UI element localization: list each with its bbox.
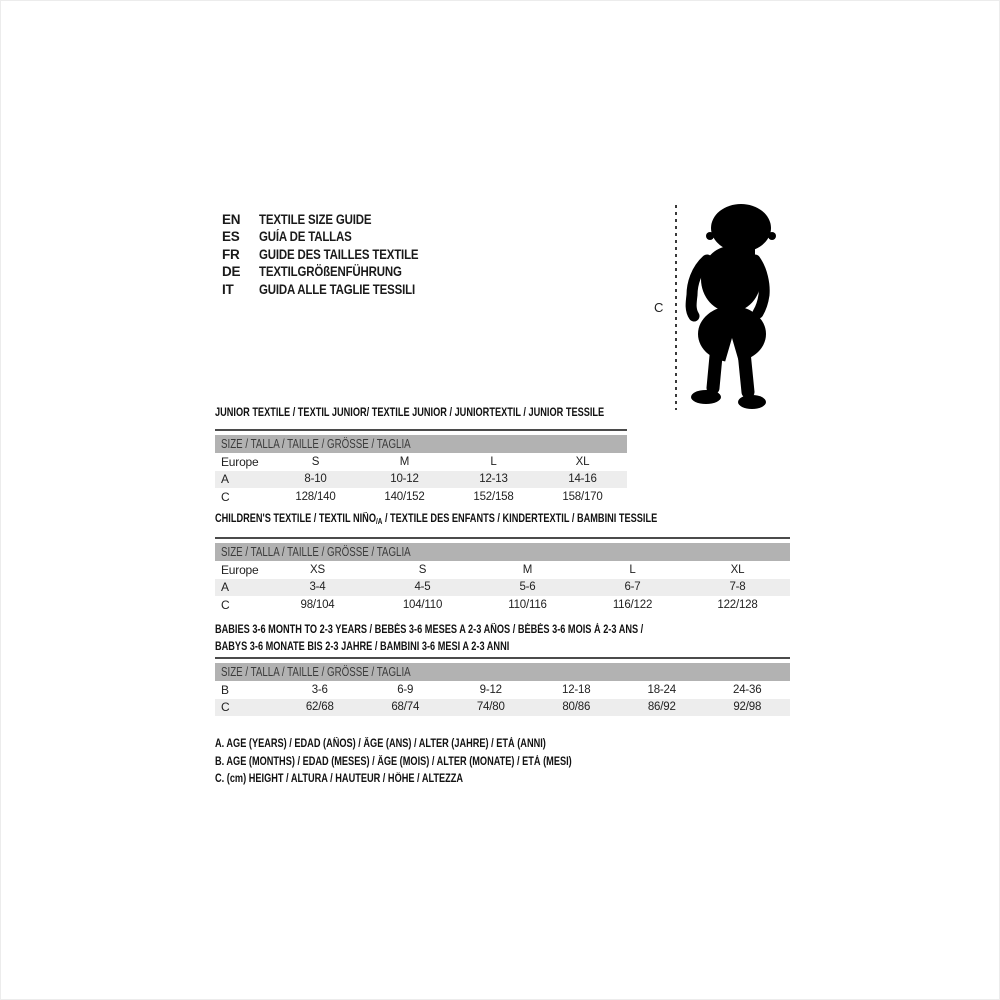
legend-text: C. (cm) HEIGHT / ALTURA / HAUTEUR / HÖHE / ALTEZZA	[215, 773, 464, 785]
height-cell: 152/158	[473, 490, 514, 503]
table-row-months	[215, 681, 790, 699]
size-cell: M	[522, 563, 533, 576]
language-code: EN	[222, 212, 241, 227]
size-header-bar	[215, 663, 790, 681]
guide-title: TEXTILGRÖßENFÜHRUNG	[259, 264, 402, 280]
height-cell: 92/98	[733, 701, 762, 714]
size-header-bar	[215, 435, 627, 453]
height-cell: 80/86	[562, 701, 591, 714]
toddler-silhouette-icon	[685, 202, 785, 412]
months-cell: 18-24	[647, 683, 676, 696]
guide-title: TEXTILE SIZE GUIDE	[259, 212, 372, 227]
size-cell: S	[311, 455, 320, 468]
months-cell: 24-36	[733, 683, 762, 696]
language-code: ES	[222, 229, 240, 245]
language-row-es	[222, 228, 447, 245]
size-cell: XS	[310, 563, 325, 576]
section-title-text: JUNIOR TEXTILE / TEXTIL JUNIOR/ TEXTILE JUNIOR / JUNIORTEXTIL / JUNIOR TESSILE	[215, 407, 605, 419]
language-title-list	[222, 211, 447, 298]
legend-age-months	[215, 754, 661, 772]
size-cell: M	[399, 455, 410, 468]
height-cell: 62/68	[305, 701, 334, 714]
height-figure	[648, 202, 788, 414]
height-cell: 128/140	[295, 490, 336, 503]
size-cell: XL	[575, 455, 590, 468]
legend	[215, 736, 661, 789]
row-label: A	[221, 580, 229, 595]
size-header-text: SIZE / TALLA / TAILLE / GRÖSSE / TAGLIA	[221, 665, 411, 679]
language-row-it	[222, 281, 447, 298]
table-row-height	[215, 488, 627, 506]
language-row-fr	[222, 246, 447, 263]
table-row-height	[215, 596, 790, 614]
age-cell: 14-16	[568, 473, 597, 486]
age-cell: 3-4	[309, 581, 326, 594]
legend-age-years	[215, 736, 661, 754]
guide-title: GUÍA DE TALLAS	[259, 229, 352, 245]
age-cell: 12-13	[479, 473, 508, 486]
age-cell: 4-5	[414, 581, 431, 594]
section-title	[215, 512, 790, 529]
language-row-de	[222, 263, 447, 280]
legend-text: A. AGE (YEARS) / EDAD (AÑOS) / ÂGE (ANS) / ALTER (JAHRE) / ETÀ (ANNI)	[215, 738, 546, 750]
section-title-line2: BABYS 3-6 MONATE BIS 2-3 JAHRE / BAMBINI 3-6 MESI A 2-3 ANNI	[215, 640, 510, 653]
row-label: A	[221, 472, 229, 487]
height-cell: 86/92	[647, 701, 676, 714]
title-part: CHILDREN'S TEXTILE / TEXTIL NIÑO	[215, 513, 376, 525]
table-row-europe	[215, 453, 627, 471]
section-childrens-textile	[215, 512, 790, 614]
age-cell: 7-8	[729, 581, 746, 594]
table-row-height	[215, 699, 790, 717]
months-cell: 9-12	[479, 683, 502, 696]
table-row-age	[215, 579, 790, 597]
size-header-text: SIZE / TALLA / TAILLE / GRÖSSE / TAGLIA	[221, 437, 411, 451]
age-cell: 5-6	[519, 581, 536, 594]
legend-text: B. AGE (MONTHS) / EDAD (MESES) / ÂGE (MOIS) / ALTER (MONATE) / ETÀ (MESI)	[215, 755, 572, 768]
months-cell: 6-9	[397, 683, 414, 696]
height-cell: 110/116	[508, 598, 547, 611]
height-cell: 98/104	[300, 598, 335, 611]
guide-title: GUIDA ALLE TAGLIE TESSILI	[259, 281, 415, 297]
height-cell: 68/74	[391, 701, 420, 714]
size-header-text: SIZE / TALLA / TAILLE / GRÖSSE / TAGLIA	[221, 545, 411, 559]
section-junior-textile	[215, 406, 627, 506]
table-top-border	[215, 657, 790, 659]
size-header-bar	[215, 543, 790, 561]
title-part-subscript: /A	[375, 517, 383, 526]
table-row-europe	[215, 561, 790, 579]
row-label: Europe	[221, 562, 259, 577]
size-cell: XL	[730, 563, 745, 576]
months-cell: 3-6	[311, 683, 328, 696]
size-cell: S	[418, 563, 427, 576]
section-babies-textile	[215, 622, 790, 716]
title-part: / TEXTILE DES ENFANTS / KINDERTEXTIL / BAMBINI TESSILE	[382, 513, 658, 525]
table-top-border	[215, 537, 790, 539]
height-cell: 122/128	[717, 598, 758, 611]
section-title-text	[215, 512, 657, 529]
row-label: Europe	[221, 454, 259, 469]
section-title-line1: BABIES 3-6 MONTH TO 2-3 YEARS / BEBÉS 3-6 MESES A 2-3 AÑOS / BÉBÉS 3-6 MOIS À 2-3 ANS /	[215, 624, 644, 636]
babies-size-table	[215, 681, 790, 716]
language-code: IT	[222, 281, 234, 297]
language-code: DE	[222, 264, 241, 280]
row-label: C	[221, 700, 230, 715]
age-cell: 6-7	[624, 581, 641, 594]
row-label: C	[221, 489, 230, 504]
table-top-border	[215, 429, 627, 431]
row-label: B	[221, 682, 229, 697]
size-cell: L	[629, 563, 636, 576]
height-cell: 140/152	[384, 490, 425, 503]
legend-height-cm	[215, 771, 661, 789]
height-measure-label: C	[654, 300, 664, 315]
table-row-age	[215, 471, 627, 489]
age-cell: 10-12	[390, 473, 419, 486]
children-size-table	[215, 561, 790, 614]
section-title	[215, 622, 790, 655]
junior-size-table	[215, 453, 627, 506]
row-label: C	[221, 597, 230, 612]
size-cell: L	[490, 455, 497, 468]
language-code: FR	[222, 246, 240, 262]
language-row-en	[222, 211, 447, 228]
height-cell: 74/80	[476, 701, 505, 714]
age-cell: 8-10	[304, 473, 327, 486]
height-cell: 158/170	[562, 490, 603, 503]
height-dotted-line	[675, 205, 677, 410]
height-cell: 116/122	[612, 598, 653, 611]
guide-title: GUIDE DES TAILLES TEXTILE	[259, 246, 419, 262]
section-title	[215, 406, 627, 421]
months-cell: 12-18	[562, 683, 591, 696]
height-cell: 104/110	[402, 598, 443, 611]
